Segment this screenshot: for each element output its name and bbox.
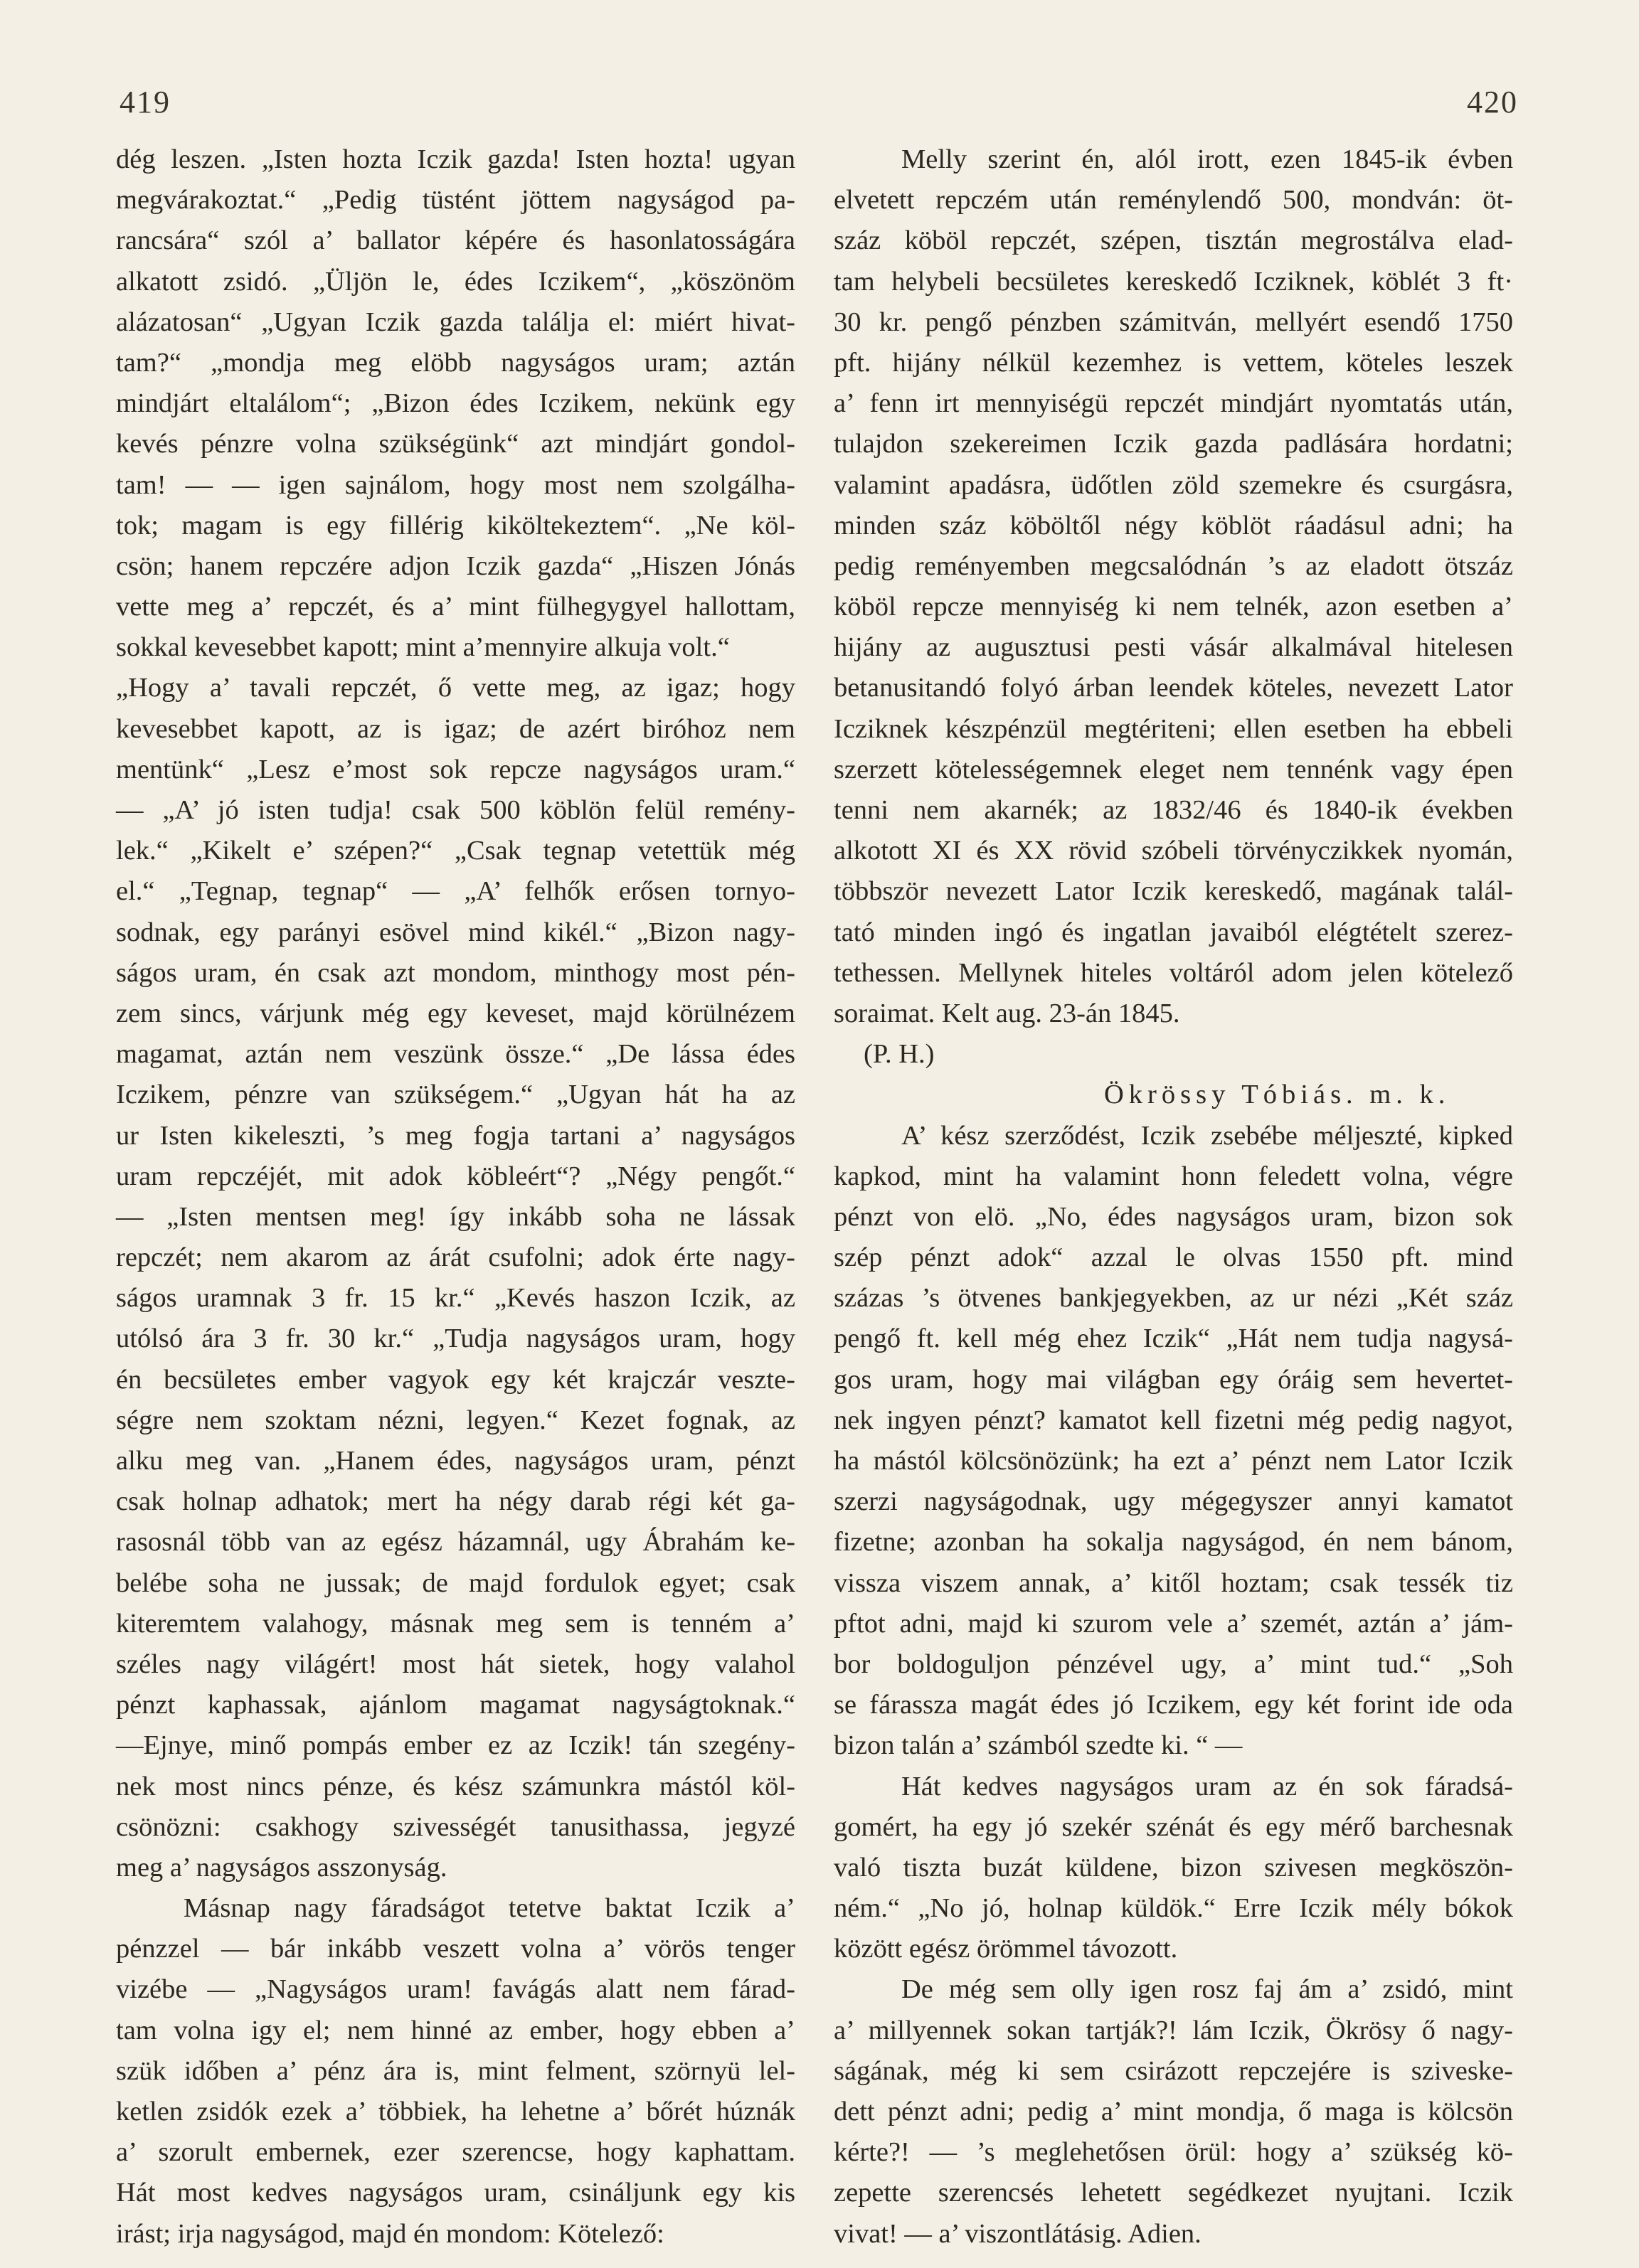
text-line: a’ szorult embernek, ezer szerencse, hogy kaphattam. — [116, 2137, 795, 2168]
text-line: De még sem olly igen rosz faj ám a’ zsidó, mint — [901, 1974, 1513, 2005]
text-line: zem sincs, várjunk még egy keveset, majd körülnézem — [116, 998, 795, 1028]
text-line: —Ejnye, minő pompás ember ez az Iczik! tán szegény- — [116, 1730, 795, 1761]
text-line: pft. hijány nélkül kezemhez is vettem, köteles leszek — [834, 347, 1513, 378]
text-line: nek ingyen pénzt? kamatot kell fizetni még pedig nagyot, — [834, 1405, 1513, 1435]
text-line: tam?“ „mondja meg elöbb nagyságos uram; aztán — [116, 347, 795, 378]
text-line: tató minden ingó és ingatlan javaiból elégtételt szerez- — [834, 917, 1513, 947]
text-line: nek most nincs pénze, és kész számunkra mástól köl- — [116, 1771, 795, 1801]
text-line: repczét; nem akarom az árát csufolni; adok érte nagy- — [116, 1242, 795, 1273]
text-line: való tiszta buzát küldene, bizon szivesen megköszön- — [834, 1852, 1513, 1883]
text-line: ur Isten kikeleszti, ’s meg fogja tartani a’ nagyságos — [116, 1120, 795, 1151]
text-line: meg a’ nagyságos asszonyság. — [116, 1852, 447, 1883]
text-line: minden száz köböltől négy köblöt ráadásul adni; ha — [834, 510, 1513, 541]
right-column — [834, 139, 1513, 2254]
text-line: uram repczéjét, mit adok köbleért“? „Négy pengőt.“ — [116, 1161, 795, 1191]
text-line: szerzett kötelességemnek eleget nem tennénk vagy épen — [834, 754, 1513, 784]
text-line: betanusitandó folyó árban leendek köteles, nevezett Lator — [834, 673, 1513, 703]
text-line: zepette szerencsés lehetett segédkezet nyujtani. Iczik — [834, 2178, 1513, 2208]
text-line: széles nagy világért! most hát sietek, hogy valahol — [116, 1649, 795, 1679]
text-line: belébe soha ne jussak; de majd fordulok egyet; csak — [116, 1567, 795, 1598]
text-line: tulajdon szekereimen Iczik gazda padlására hordatni; — [834, 429, 1513, 459]
text-line: pénzt kaphassak, ajánlom magamat nagyságtoknak.“ — [116, 1690, 795, 1720]
text-line: fizetne; azonban ha sokalja nagyságod, én nem bánom, — [834, 1527, 1513, 1558]
text-line: a’ millyennek sokan tartják?! lám Iczik, Ökrösy ő nagy- — [834, 2015, 1513, 2045]
text-line: alkotott XI és XX rövid szóbeli törvényczikkek nyomán, — [834, 836, 1513, 866]
text-line: ha mástól kölcsönözünk; ha ezt a’ pénzt nem Lator Iczik — [834, 1446, 1513, 1476]
text-line: ságos uram, én csak azt mondom, minthogy most pén- — [116, 957, 795, 988]
text-line: Icziknek készpénzül megtériteni; ellen esetben ha ebbeli — [834, 713, 1513, 744]
text-line: soraimat. Kelt aug. 23-án 1845. — [834, 998, 1180, 1028]
text-line: pengő ft. kell még ehez Iczik“ „Hát nem tudja nagysá- — [834, 1324, 1513, 1354]
text-line: kevesebbet kapott, az is igaz; de azért biróhoz nem — [116, 713, 795, 744]
text-line: rancsára“ szól a’ ballator képére és hasonlatosságára — [116, 225, 795, 256]
text-line: Iczikem, pénzre van szükségem.“ „Ugyan hát ha az — [116, 1080, 795, 1110]
text-line: csak holnap adhatok; mert ha négy darab régi két ga- — [116, 1486, 795, 1517]
text-line: kevés pénzre volna szükségünk“ azt mindjárt gondol- — [116, 429, 795, 459]
text-line: szerzi nagyságodnak, ugy mégegyszer annyi kamatot — [834, 1486, 1513, 1517]
text-line: szép pénzt adok“ azzal le olvas 1550 pft. mind — [834, 1242, 1513, 1273]
text-line: alkatott zsidó. „Üljön le, édes Iczikem“, „köszönöm — [116, 266, 795, 297]
text-line: rasosnál több van az egész házamnál, ugy Ábrahám ke- — [116, 1527, 795, 1558]
text-line: mindjárt eltalálom“; „Bizon édes Iczikem, nekünk egy — [116, 388, 795, 419]
text-line: tam volna igy el; nem hinné az ember, hogy ebben a’ — [116, 2015, 795, 2045]
text-line: ketlen zsidók ezek a’ többiek, ha lehetne a’ bőrét húznák — [116, 2097, 795, 2126]
text-line: kérte?! — ’s meglehetősen örül: hogy a’ szükség kö- — [834, 2137, 1513, 2168]
page-number-left: 419 — [120, 85, 171, 119]
text-line: alázatosan“ „Ugyan Iczik gazda találja el: miért hivat- — [116, 307, 795, 337]
text-line: bizon talán a’ számból szedte ki. “ — — [834, 1730, 1243, 1761]
text-line: — „A’ jó isten tudja! csak 500 köblön felül remény- — [116, 795, 795, 825]
text-line: ságának, még ki sem csirázott repczejére is sziveske- — [834, 2055, 1513, 2086]
text-line: se fárassza magát édes jó Iczikem, egy két forint ide oda — [834, 1690, 1513, 1720]
text-line: szük időben a’ pénz ára is, mint felment, szörnyü lel- — [116, 2055, 795, 2086]
text-line: tam! — — igen sajnálom, hogy most nem szolgálha- — [116, 469, 795, 500]
text-line: csön; hanem repczére adjon Iczik gazda“ „Hiszen Jónás — [116, 550, 795, 581]
text-line: vette meg a’ repczét, és a’ mint fülhegygyel hallottam, — [116, 592, 795, 622]
text-line: vissza viszem annak, a’ kitől hoztam; csak tessék tiz — [834, 1567, 1513, 1598]
text-line: száz köböl repczét, szépen, tisztán megrostálva elad- — [834, 225, 1513, 256]
text-line: pénzzel — bár inkább veszett volna a’ vörös tenger — [116, 1934, 795, 1964]
text-line: tam helybeli becsületes kereskedő Icziknek, köblét 3 ft· — [834, 266, 1513, 297]
text-line: pénzt von elö. „No, édes nagyságos uram, bizon sok — [834, 1201, 1513, 1232]
text-line: lek.“ „Kikelt e’ szépen?“ „Csak tegnap vetettük még — [116, 836, 795, 866]
text-line: kapkod, mint ha valamint honn feledett volna, végre — [834, 1161, 1513, 1191]
text-line: tenni nem akarnék; az 1832/46 és 1840-ik években — [834, 795, 1513, 825]
text-line: alku meg van. „Hanem édes, nagyságos uram, pénzt — [116, 1446, 795, 1476]
text-line: csönözni: csakhogy szivességét tanusithassa, jegyzé — [116, 1811, 795, 1842]
text-line: mentünk“ „Lesz e’most sok repcze nagyságos uram.“ — [116, 754, 795, 784]
text-line: pedig reményemben megcsalódnán ’s az eladott ötszáz — [834, 550, 1513, 581]
text-line: én becsületes ember vagyok egy két krajczár veszte- — [116, 1364, 795, 1395]
text-line: Ökrössy Tóbiás. m. k. — [1104, 1080, 1450, 1110]
text-line: között egész örömmel távozott. — [834, 1934, 1178, 1964]
text-line: megvárakoztat.“ „Pedig tüstént jöttem nagyságod pa- — [116, 185, 795, 215]
text-line: irást; irja nagyságod, majd én mondom: Kötelező: — [116, 2218, 664, 2249]
text-line: (P. H.) — [864, 1039, 935, 1070]
text-line: sokkal kevesebbet kapott; mint a’mennyire alkuja volt.“ — [116, 632, 730, 663]
text-line: köböl repcze mennyiség ki nem telnék, azon esetben a’ — [834, 592, 1513, 622]
text-line: vivat! — a’ viszontlátásig. Adien. — [834, 2218, 1202, 2249]
text-line: elvetett repczém után reménylendő 500, mondván: öt- — [834, 185, 1513, 215]
text-line: pftot adni, majd ki szurom vele a’ szemét, aztán a’ jám- — [834, 1608, 1513, 1639]
page-number-right: 420 — [1467, 85, 1518, 119]
text-line: százas ’s ötvenes bankjegyekben, az ur nézi „Két száz — [834, 1283, 1513, 1314]
text-line: utólsó ára 3 fr. 30 kr.“ „Tudja nagyságos uram, hogy — [116, 1324, 795, 1354]
text-line: a’ fenn irt mennyiségü repczét mindjárt nyomtatás után, — [834, 388, 1513, 419]
text-line: sodnak, egy parányi esövel mind kikél.“ „Bizon nagy- — [116, 917, 795, 947]
text-line: dég leszen. „Isten hozta Iczik gazda! Isten hozta! ugyan — [116, 144, 795, 174]
text-line: „Hogy a’ tavali repczét, ő vette meg, az igaz; hogy — [116, 673, 795, 703]
text-line: valamint apadásra, üdőtlen zöld szemekre és csurgásra, — [834, 469, 1513, 500]
text-line: többször nevezett Lator Iczik kereskedő, magának talál- — [834, 876, 1513, 907]
text-line: Melly szerint én, alól irott, ezen 1845-ik évben — [901, 144, 1513, 174]
text-line: magamat, aztán nem veszünk össze.“ „De lássa édes — [116, 1039, 795, 1070]
text-line: gos uram, hogy mai világban egy óráig sem hevertet- — [834, 1364, 1513, 1395]
text-line: tethessen. Mellynek hiteles voltáról adom jelen kötelező — [834, 957, 1513, 988]
text-line: ségre nem szoktam nézni, legyen.“ Kezet fognak, az — [116, 1405, 795, 1435]
left-column — [116, 139, 795, 2254]
text-line: hijány az augusztusi pesti vásár alkalmával hitelesen — [834, 632, 1513, 663]
text-line: A’ kész szerződést, Iczik zsebébe méljeszté, kipked — [901, 1120, 1513, 1151]
text-line: bor boldoguljon pénzével ugy, a’ mint tud.“ „Soh — [834, 1649, 1513, 1679]
text-line: kiteremtem valahogy, másnak meg sem is tenném a’ — [116, 1608, 795, 1639]
text-line: 30 kr. pengő pénzben számitván, mellyért esendő 1750 — [834, 307, 1513, 337]
text-line: — „Isten mentsen meg! így inkább soha ne lássak — [116, 1201, 795, 1232]
text-line: gomért, ha egy jó szekér szénát és egy mérő barchesnak — [834, 1811, 1513, 1842]
text-line: ném.“ „No jó, holnap küldök.“ Erre Iczik mély bókok — [834, 1893, 1513, 1924]
text-line: el.“ „Tegnap, tegnap“ — „A’ felhők erősen tornyo- — [116, 876, 795, 907]
text-line: Másnap nagy fáradságot tetetve baktat Iczik a’ — [184, 1893, 795, 1924]
text-line: vizébe — „Nagyságos uram! favágás alatt nem fárad- — [116, 1974, 795, 2005]
text-line: ságos uramnak 3 fr. 15 kr.“ „Kevés haszon Iczik, az — [116, 1283, 795, 1314]
text-line: Hát kedves nagyságos uram az én sok fáradsá- — [901, 1771, 1513, 1801]
text-line: Hát most kedves nagyságos uram, csináljunk egy kis — [116, 2178, 795, 2208]
text-line: dett pénzt adni; pedig a’ mint mondja, ő maga is kölcsön — [834, 2097, 1513, 2126]
text-line: tok; magam is egy fillérig kiköltekeztem“. „Ne köl- — [116, 510, 795, 541]
